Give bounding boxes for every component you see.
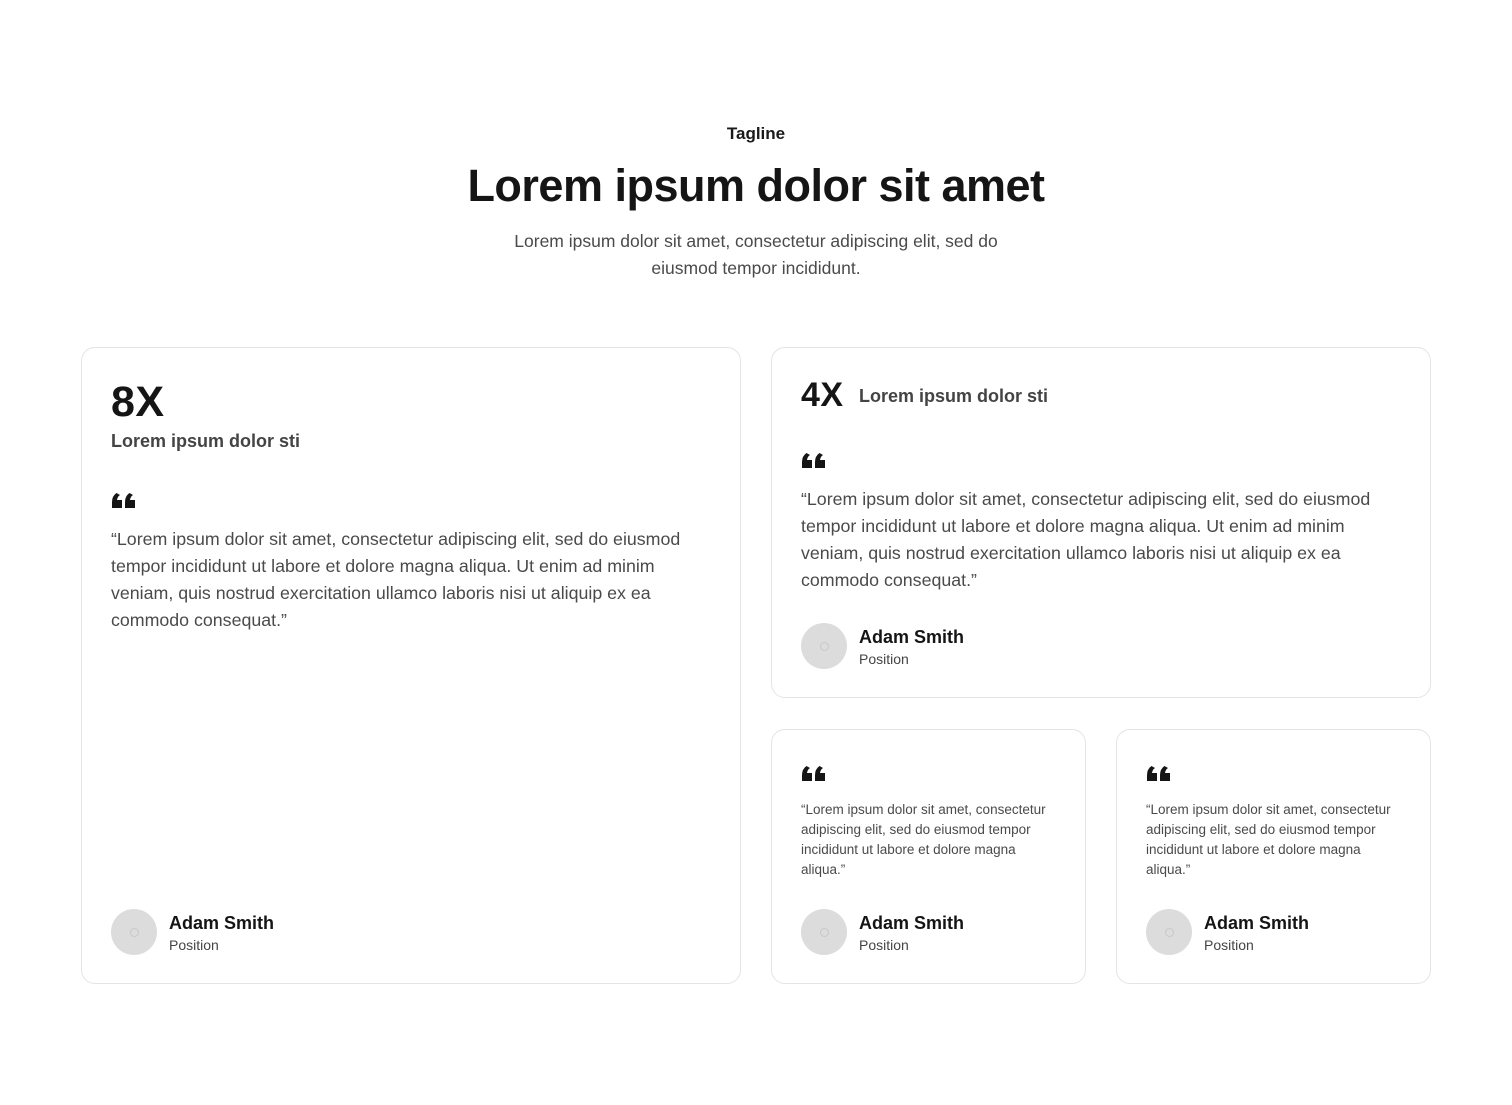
avatar-placeholder-icon [1146, 909, 1192, 955]
author [801, 623, 1101, 669]
author-name: Adam Smith [169, 913, 275, 933]
author-name: Adam Smith [859, 627, 965, 647]
testimonial-quote: “Lorem ipsum dolor sit amet, consectetur adipiscing elit, sed do eiusmod tempor incididunt ut labore et dolore magna aliqua.” [1146, 802, 1391, 877]
author-position: Position [1204, 937, 1254, 953]
testimonial-card-small-2 [1116, 729, 1431, 984]
testimonial-quote: “Lorem ipsum dolor sit amet, consectetur adipiscing elit, sed do eiusmod tempor incididunt ut labore et dolore magna aliqua. Ut enim ad minim veniam, quis nostrud exercitation ullamco laboris nisi ut aliquip ex ea commodo consequat.” [801, 489, 1371, 590]
author [1146, 909, 1406, 955]
testimonial-card-wide [771, 347, 1431, 698]
page-title: Lorem ipsum dolor sit amet [467, 160, 1045, 211]
quote-icon [1146, 763, 1172, 783]
quote-icon [111, 490, 137, 510]
page-subtitle: Lorem ipsum dolor sit amet, consectetur adipiscing elit, sed do eiusmod tempor incididunt. [514, 231, 998, 278]
author-position: Position [169, 937, 219, 953]
author-position: Position [859, 937, 909, 953]
stat-value: 4X [801, 376, 844, 414]
avatar-placeholder-icon [801, 909, 847, 955]
stat-label: Lorem ipsum dolor sti [859, 386, 1049, 406]
testimonial-card-small-1 [771, 729, 1086, 984]
quote-icon [801, 763, 827, 783]
testimonial-card-large [81, 347, 741, 984]
stat-label: Lorem ipsum dolor sti [111, 431, 301, 451]
stat-value: 8X [111, 378, 165, 426]
author-name: Adam Smith [859, 913, 965, 933]
testimonial-quote: “Lorem ipsum dolor sit amet, consectetur adipiscing elit, sed do eiusmod tempor incididunt ut labore et dolore magna aliqua.” [801, 802, 1046, 877]
quote-icon [801, 450, 827, 470]
testimonial-quote: “Lorem ipsum dolor sit amet, consectetur adipiscing elit, sed do eiusmod tempor incididunt ut labore et dolore magna aliqua. Ut enim ad minim veniam, quis nostrud exercitation ullamco laboris nisi ut aliquip ex ea commodo consequat.” [111, 529, 681, 630]
tagline: Tagline [726, 124, 786, 143]
author [801, 909, 1061, 955]
avatar-placeholder-icon [801, 623, 847, 669]
avatar-placeholder-icon [111, 909, 157, 955]
author [111, 909, 411, 955]
author-name: Adam Smith [1204, 913, 1310, 933]
author-position: Position [859, 651, 909, 667]
